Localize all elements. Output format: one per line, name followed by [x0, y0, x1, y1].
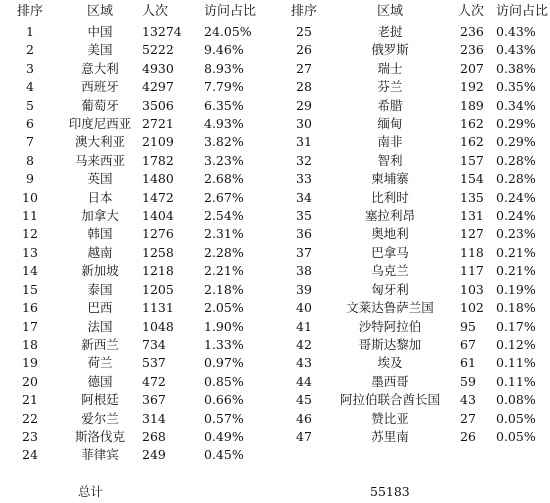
region-cell: 芬兰	[377, 79, 403, 95]
table-row	[0, 428, 262, 446]
table-row	[0, 299, 262, 317]
table-row	[284, 373, 550, 391]
count-cell: 472	[142, 373, 166, 389]
header-rank: 排序	[16, 4, 43, 19]
share-cell: 0.05%	[496, 428, 536, 444]
rank-cell: 40	[296, 300, 312, 316]
count-cell: 61	[460, 355, 476, 371]
region-cell: 埃及	[377, 355, 403, 371]
count-cell: 1218	[142, 263, 174, 279]
rank-cell: 22	[22, 410, 38, 426]
rank-cell: 28	[296, 79, 312, 95]
rank-cell: 7	[26, 134, 34, 150]
share-cell: 2.28%	[204, 244, 244, 260]
table-row	[284, 354, 550, 372]
region-cell: 沙特阿拉伯	[358, 318, 422, 334]
rank-cell: 25	[296, 24, 312, 39]
share-cell: 0.21%	[496, 244, 536, 260]
total-row	[0, 482, 550, 502]
share-cell: 0.19%	[496, 281, 536, 297]
share-cell: 1.90%	[204, 318, 244, 334]
region-cell: 塞拉利昂	[364, 208, 415, 224]
share-cell: 0.49%	[204, 428, 244, 444]
region-cell: 菲律宾	[81, 447, 119, 463]
count-cell: 367	[142, 392, 166, 408]
count-cell: 26	[460, 428, 476, 444]
right-header-row	[284, 0, 550, 23]
count-cell: 189	[460, 97, 484, 113]
share-cell: 0.38%	[496, 60, 536, 76]
rank-cell: 30	[296, 116, 312, 132]
share-cell: 7.79%	[204, 79, 244, 95]
rank-cell: 44	[296, 373, 312, 389]
region-cell: 中国	[87, 24, 113, 39]
rank-cell: 1	[26, 24, 34, 39]
region-cell: 意大利	[81, 60, 119, 76]
region-cell: 加拿大	[81, 208, 119, 224]
table-row	[284, 152, 550, 170]
header-region: 区域	[376, 4, 403, 19]
count-cell: 268	[142, 428, 166, 444]
left-table	[0, 0, 262, 465]
rank-cell: 41	[296, 318, 312, 334]
table-row	[0, 97, 262, 115]
region-cell: 日本	[87, 189, 113, 205]
share-cell: 1.33%	[204, 336, 244, 352]
table-row	[284, 336, 550, 354]
table-row	[284, 318, 550, 336]
region-cell: 阿拉伯联合酋长国	[339, 392, 440, 408]
right-table-body	[284, 23, 550, 446]
region-cell: 奥地利	[371, 226, 409, 242]
share-cell: 9.46%	[204, 42, 244, 58]
count-cell: 5222	[142, 42, 174, 58]
share-cell: 0.24%	[496, 189, 536, 205]
share-cell: 0.24%	[496, 208, 536, 224]
count-cell: 102	[460, 300, 484, 316]
rank-cell: 17	[22, 318, 38, 334]
share-cell: 0.45%	[204, 447, 244, 463]
share-cell: 0.57%	[204, 410, 244, 426]
share-cell: 0.85%	[204, 373, 244, 389]
table-row	[0, 391, 262, 409]
rank-cell: 14	[22, 263, 38, 279]
table-row	[0, 152, 262, 170]
region-cell: 英国	[87, 171, 113, 187]
region-cell: 斯洛伐克	[74, 428, 125, 444]
table-row	[0, 446, 262, 464]
count-cell: 135	[460, 189, 484, 205]
table-row	[284, 23, 550, 41]
region-cell: 印度尼西亚	[68, 116, 132, 132]
rank-cell: 35	[296, 208, 312, 224]
table-row	[0, 336, 262, 354]
rank-cell: 24	[22, 447, 38, 463]
count-cell: 118	[460, 244, 484, 260]
rank-cell: 37	[296, 244, 312, 260]
rank-cell: 32	[296, 152, 312, 168]
share-cell: 2.54%	[204, 208, 244, 224]
rank-cell: 26	[296, 42, 312, 58]
table-row	[0, 354, 262, 372]
rank-cell: 42	[296, 336, 312, 352]
share-cell: 0.34%	[496, 97, 536, 113]
count-cell: 207	[460, 60, 484, 76]
rank-cell: 36	[296, 226, 312, 242]
table-row	[0, 189, 262, 207]
count-cell: 1131	[142, 300, 174, 316]
rank-cell: 43	[296, 355, 312, 371]
region-cell: 葡萄牙	[81, 97, 119, 113]
rank-cell: 5	[26, 97, 34, 113]
region-cell: 赞比亚	[371, 410, 409, 426]
rank-cell: 8	[26, 152, 34, 168]
region-cell: 文莱达鲁萨兰国	[346, 300, 434, 316]
table-row	[0, 41, 262, 59]
share-cell: 8.93%	[204, 60, 244, 76]
table-row	[284, 262, 550, 280]
region-cell: 马来西亚	[74, 152, 125, 168]
share-cell: 6.35%	[204, 97, 244, 113]
rank-cell: 33	[296, 171, 312, 187]
share-cell: 0.29%	[496, 134, 536, 150]
count-cell: 2721	[142, 116, 174, 132]
table-row	[284, 428, 550, 446]
rank-cell: 18	[22, 336, 38, 352]
count-cell: 1404	[142, 208, 174, 224]
table-row	[0, 170, 262, 188]
share-cell: 0.18%	[496, 300, 536, 316]
table-row	[284, 281, 550, 299]
header-region: 区域	[86, 4, 113, 19]
share-cell: 2.68%	[204, 171, 244, 187]
region-cell: 缅甸	[377, 116, 403, 132]
rank-cell: 20	[22, 373, 38, 389]
share-cell: 0.12%	[496, 336, 536, 352]
count-cell: 95	[460, 318, 476, 334]
share-cell: 0.05%	[496, 410, 536, 426]
table-row	[284, 170, 550, 188]
rank-cell: 16	[22, 300, 38, 316]
count-cell: 27	[460, 410, 476, 426]
count-cell: 103	[460, 281, 484, 297]
count-cell: 117	[460, 263, 484, 279]
count-cell: 157	[460, 152, 484, 168]
share-cell: 2.05%	[204, 300, 244, 316]
table-row	[284, 189, 550, 207]
count-cell: 236	[460, 42, 484, 58]
region-cell: 老挝	[377, 24, 403, 39]
rank-cell: 29	[296, 97, 312, 113]
share-cell: 0.11%	[496, 355, 536, 371]
share-cell: 2.31%	[204, 226, 244, 242]
total-value: 55183	[370, 484, 410, 499]
table-row	[284, 97, 550, 115]
region-cell: 新加坡	[81, 263, 119, 279]
region-cell: 瑞士	[377, 60, 403, 76]
region-cell: 越南	[87, 244, 113, 260]
region-cell: 匈牙利	[371, 281, 409, 297]
rank-cell: 38	[296, 263, 312, 279]
count-cell: 192	[460, 79, 484, 95]
table-row	[0, 60, 262, 78]
count-cell: 131	[460, 208, 484, 224]
table-row	[284, 299, 550, 317]
table-row	[0, 78, 262, 96]
count-cell: 4297	[142, 79, 174, 95]
rank-cell: 31	[296, 134, 312, 150]
region-cell: 希腊	[377, 97, 403, 113]
header-count: 人次	[458, 4, 485, 19]
region-cell: 俄罗斯	[371, 42, 409, 58]
share-cell: 2.18%	[204, 281, 244, 297]
right-table	[284, 0, 550, 446]
region-cell: 墨西哥	[371, 373, 409, 389]
rank-cell: 23	[22, 428, 38, 444]
share-cell: 0.11%	[496, 373, 536, 389]
rank-cell: 34	[296, 189, 312, 205]
region-cell: 泰国	[87, 281, 113, 297]
share-cell: 0.35%	[496, 79, 536, 95]
count-cell: 162	[460, 134, 484, 150]
count-cell: 249	[142, 447, 166, 463]
count-cell: 13274	[142, 24, 182, 39]
region-cell: 智利	[377, 152, 403, 168]
table-row	[0, 133, 262, 151]
table-row	[0, 115, 262, 133]
rank-cell: 10	[22, 189, 38, 205]
share-cell: 2.21%	[204, 263, 244, 279]
share-cell: 0.66%	[204, 392, 244, 408]
share-cell: 0.08%	[496, 392, 536, 408]
table-row	[284, 207, 550, 225]
rank-cell: 21	[22, 392, 38, 408]
table-row	[0, 410, 262, 428]
count-cell: 154	[460, 171, 484, 187]
table-row	[284, 244, 550, 262]
count-cell: 162	[460, 116, 484, 132]
count-cell: 236	[460, 24, 484, 39]
region-cell: 乌克兰	[371, 263, 409, 279]
count-cell: 1480	[142, 171, 174, 187]
rank-cell: 46	[296, 410, 312, 426]
rank-cell: 19	[22, 355, 38, 371]
count-cell: 3506	[142, 97, 174, 113]
count-cell: 2109	[142, 134, 174, 150]
rank-cell: 6	[26, 116, 34, 132]
table-row	[0, 244, 262, 262]
table-row	[284, 60, 550, 78]
region-cell: 阿根廷	[81, 392, 119, 408]
share-cell: 0.97%	[204, 355, 244, 371]
share-cell: 4.93%	[204, 116, 244, 132]
rank-cell: 3	[26, 60, 34, 76]
rank-cell: 2	[26, 42, 34, 58]
count-cell: 1205	[142, 281, 174, 297]
share-cell: 0.43%	[496, 42, 536, 58]
left-header-row	[0, 0, 262, 23]
count-cell: 314	[142, 410, 166, 426]
share-cell: 0.29%	[496, 116, 536, 132]
share-cell: 0.17%	[496, 318, 536, 334]
table-row	[284, 115, 550, 133]
region-cell: 澳大利亚	[74, 134, 125, 150]
region-cell: 新西兰	[81, 336, 119, 352]
region-cell: 韩国	[87, 226, 113, 242]
rank-cell: 11	[22, 208, 38, 224]
count-cell: 4930	[142, 60, 174, 76]
rank-cell: 9	[26, 171, 34, 187]
count-cell: 1258	[142, 244, 174, 260]
table-row	[0, 23, 262, 41]
table-row	[0, 373, 262, 391]
count-cell: 1276	[142, 226, 174, 242]
rank-cell: 13	[22, 244, 38, 260]
total-label: 总计	[78, 484, 104, 499]
header-rank: 排序	[290, 4, 317, 19]
region-cell: 爱尔兰	[81, 410, 119, 426]
count-cell: 734	[142, 336, 166, 352]
table-row	[284, 78, 550, 96]
count-cell: 43	[460, 392, 476, 408]
share-cell: 0.43%	[496, 24, 536, 39]
rank-cell: 15	[22, 281, 38, 297]
table-row	[284, 225, 550, 243]
header-share: 访问占比	[496, 4, 549, 19]
region-cell: 法国	[87, 318, 113, 334]
table-row	[284, 391, 550, 409]
share-cell: 0.21%	[496, 263, 536, 279]
count-cell: 1472	[142, 189, 174, 205]
region-cell: 苏里南	[371, 428, 409, 444]
header-share: 访问占比	[204, 4, 257, 19]
share-cell: 0.28%	[496, 171, 536, 187]
region-cell: 巴西	[87, 300, 113, 316]
rank-cell: 12	[22, 226, 38, 242]
table-row	[284, 410, 550, 428]
region-cell: 巴拿马	[371, 244, 409, 260]
share-cell: 2.67%	[204, 189, 244, 205]
region-cell: 柬埔寨	[371, 171, 409, 187]
table-row	[0, 225, 262, 243]
region-cell: 比利时	[371, 189, 409, 205]
left-table-body	[0, 23, 262, 465]
region-cell: 美国	[87, 42, 113, 58]
count-cell: 1048	[142, 318, 174, 334]
count-cell: 1782	[142, 152, 174, 168]
region-cell: 西班牙	[81, 79, 119, 95]
count-cell: 537	[142, 355, 166, 371]
region-cell: 南非	[377, 134, 403, 150]
table-row	[0, 262, 262, 280]
rank-cell: 27	[296, 60, 312, 76]
rank-cell: 45	[296, 392, 312, 408]
count-cell: 67	[460, 336, 476, 352]
region-cell: 荷兰	[87, 355, 113, 371]
table-row	[284, 41, 550, 59]
region-cell: 德国	[87, 373, 113, 389]
share-cell: 3.23%	[204, 152, 244, 168]
table-row	[284, 133, 550, 151]
rank-cell: 4	[26, 79, 34, 95]
table-row	[0, 318, 262, 336]
rank-cell: 47	[296, 428, 312, 444]
count-cell: 59	[460, 373, 476, 389]
header-count: 人次	[142, 4, 169, 19]
count-cell: 127	[460, 226, 484, 242]
share-cell: 3.82%	[204, 134, 244, 150]
share-cell: 24.05%	[204, 24, 252, 39]
region-cell: 哥斯达黎加	[358, 336, 422, 352]
table-row	[0, 281, 262, 299]
table-row	[0, 207, 262, 225]
rank-cell: 39	[296, 281, 312, 297]
share-cell: 0.28%	[496, 152, 536, 168]
share-cell: 0.23%	[496, 226, 536, 242]
